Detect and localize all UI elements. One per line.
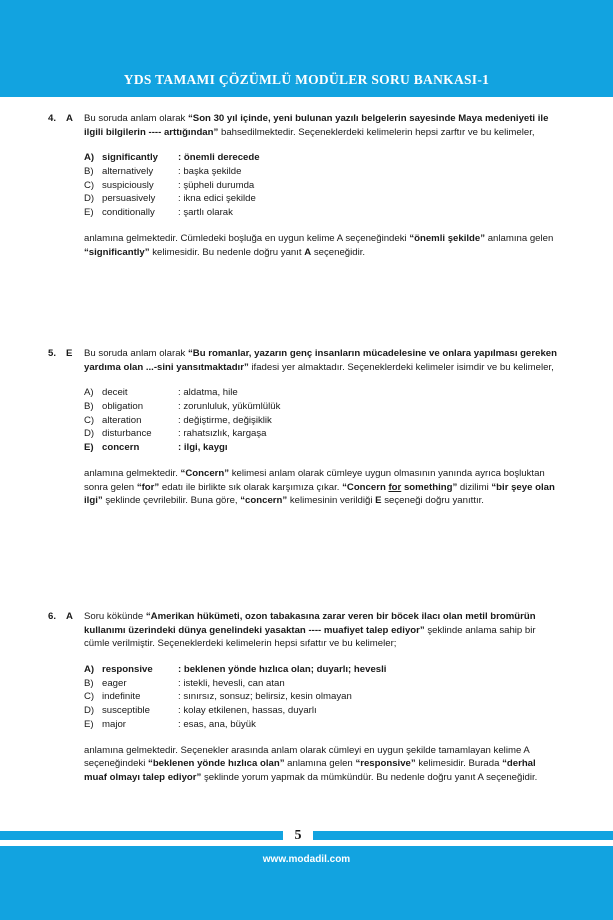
question-6 [48, 610, 558, 785]
option-letter: C) [84, 414, 95, 426]
option-row [84, 192, 558, 206]
option-word: eager [102, 677, 127, 689]
question-explanation [84, 744, 558, 785]
option-row [84, 414, 558, 428]
text-run: Bu soruda anlam olarak [84, 113, 188, 124]
option-row [84, 386, 558, 400]
text-run: “Concern [342, 481, 389, 493]
question-intro [84, 112, 558, 139]
option-word: susceptible [102, 705, 150, 717]
option-word: persuasively [102, 193, 156, 205]
text-run: “Amerikan hükümeti, ozon tabakasına zarar veren bir böcek ilacı olan metil bromürün kullanımı üzerindeki dünya genelindeki yasaktan ---- muafiyet talep ediyor” [84, 611, 536, 636]
option-word: conditionally [102, 207, 155, 219]
option-letter: C) [84, 691, 95, 703]
text-run: “beklenen yönde hızlıca olan” [148, 758, 285, 770]
option-row [84, 677, 558, 691]
option-row [84, 704, 558, 718]
option-meaning: : şartlı olarak [178, 207, 233, 219]
page-footer [0, 846, 613, 920]
question-answer: E [66, 348, 73, 359]
text-run: Soru kökünde [84, 611, 146, 622]
option-letter: B) [84, 677, 94, 689]
option-meaning: : esas, ana, büyük [178, 718, 256, 730]
question-answer: A [66, 113, 73, 124]
option-letter: D) [84, 193, 95, 205]
option-row [84, 206, 558, 220]
option-meaning: : beklenen yönde hızlıca olan; duyarlı; hevesli [178, 664, 387, 676]
option-meaning: : ikna edici şekilde [178, 193, 256, 205]
option-row [84, 151, 558, 165]
text-run: “significantly” [84, 246, 150, 258]
option-row [84, 165, 558, 179]
question-5 [48, 347, 558, 508]
footer-url: www.modadil.com [262, 854, 351, 865]
option-word: suspiciously [102, 179, 154, 191]
option-meaning: : sınırsız, sonsuz; belirsiz, kesin olmayan [178, 691, 352, 703]
text-run: A [304, 246, 312, 258]
text-run: anlamına gelmektedir. [84, 467, 181, 479]
header-title: YDS TAMAMI ÇÖZÜMLÜ MODÜLER SORU BANKASI-1 [123, 72, 490, 87]
option-word: alternatively [102, 166, 154, 178]
page-number: 5 [283, 826, 313, 846]
text-run: edatı ile birlikte sık olarak karşımıza çıkar. [159, 481, 343, 493]
option-letter: B) [84, 401, 94, 413]
option-meaning: : aldatma, hile [178, 387, 238, 399]
text-run: şeklinde anlama sahip bir cümle verilmiştir. Seçeneklerdeki kelimelerin hepsi sıfattır ve bu kelimeler; [84, 624, 536, 650]
option-meaning: : önemli derecede [178, 152, 260, 164]
text-run: “for” [136, 481, 160, 493]
text-run: “Son 30 yıl içinde, yeni bulunan yazılı belgelerin sayesinde Maya medeniyeti ile ilgili bilgilerin ---- arttığından” [84, 113, 549, 138]
options-list [84, 151, 558, 219]
question-number: 5. [48, 348, 57, 359]
text-run: anlamına gelmektedir. Seçenekler arasında anlam olarak cümleyi en uygun şekilde tamamlayan kelime A seçeneğindeki [84, 744, 530, 770]
option-row [84, 690, 558, 704]
text-run: “bir şeye olan ilgi” [84, 481, 555, 507]
option-letter: E) [84, 207, 94, 219]
option-row [84, 663, 558, 677]
option-meaning: : başka şekilde [178, 166, 242, 178]
option-word: disturbance [102, 428, 152, 440]
text-run: “Bu romanlar, yazarın genç insanların mücadelesine ve onlara yapılması gereken yardıma olan ...-sini yansıtmaktadır” [84, 348, 557, 373]
option-meaning: : zorunluluk, yükümlülük [178, 401, 281, 413]
option-letter: C) [84, 179, 95, 191]
option-word: concern [102, 442, 140, 454]
option-word: significantly [102, 152, 158, 164]
text-run: “önemli şekilde” [409, 232, 486, 244]
text-run: “responsive” [355, 758, 416, 770]
option-word: deceit [102, 387, 128, 399]
option-row [84, 427, 558, 441]
option-word: indefinite [102, 691, 141, 703]
text-run: anlamına gelen [284, 758, 356, 770]
text-run: bahsedilmektedir. Seçeneklerdeki kelimelerin hepsi zarftır ve bu kelimeler, [218, 126, 535, 138]
text-run: something” [401, 481, 458, 493]
option-letter: D) [84, 428, 95, 440]
option-meaning: : ilgi, kaygı [178, 442, 228, 454]
options-list [84, 386, 558, 454]
question-explanation [84, 232, 558, 259]
question-intro [84, 610, 558, 651]
text-run: E [375, 495, 382, 507]
question-intro [84, 347, 558, 374]
question-number: 6. [48, 611, 57, 622]
text-run: şeklinde yorum yapmak da mümkündür. Bu nedenle doğru yanıt A seçeneğidir. [201, 771, 538, 783]
text-run: anlamına gelen [485, 232, 554, 244]
option-letter: E) [84, 718, 94, 730]
text-run: kelimesidir. Burada [415, 758, 503, 770]
text-run: kelimesinin verildiği [287, 495, 376, 507]
text-run: anlamına gelmektedir. Cümledeki boşluğa en uygun kelime A seçeneğindeki [84, 232, 410, 244]
text-run: “derhal muaf olmayı talep ediyor” [84, 758, 536, 783]
question-answer: A [66, 611, 73, 622]
option-letter: A) [84, 664, 95, 676]
option-word: obligation [102, 401, 144, 413]
option-letter: E) [84, 442, 94, 454]
text-run: kelimesi anlam olarak cümleye uygun olmasının yanında ayrıca boşluktan sonra gelen [84, 467, 545, 493]
text-run: “Concern” [180, 467, 230, 479]
option-row [84, 441, 558, 455]
question-4 [48, 112, 558, 259]
text-run: seçeneği doğru yanıttır. [381, 495, 484, 507]
option-letter: B) [84, 166, 94, 178]
options-list [84, 663, 558, 731]
text-run: “concern” [240, 495, 288, 507]
option-meaning: : şüpheli durumda [178, 179, 255, 191]
question-number: 4. [48, 113, 57, 124]
text-run: ifadesi yer almaktadır. Seçeneklerdeki kelimeler isimdir ve bu kelimeler, [248, 361, 554, 373]
text-run: dizilimi [457, 481, 492, 493]
option-letter: A) [84, 387, 94, 399]
text-run: Bu soruda anlam olarak [84, 348, 188, 359]
text-run: for [388, 481, 402, 493]
option-meaning: : istekli, hevesli, can atan [178, 677, 285, 689]
option-word: responsive [102, 664, 153, 676]
option-meaning: : değiştirme, değişiklik [178, 414, 272, 426]
option-row [84, 179, 558, 193]
page-header [0, 0, 613, 97]
option-row [84, 400, 558, 414]
option-meaning: : rahatsızlık, kargaşa [178, 428, 267, 440]
option-meaning: : kolay etkilenen, hassas, duyarlı [178, 705, 317, 717]
option-letter: A) [84, 152, 95, 164]
option-row [84, 718, 558, 732]
question-explanation [84, 467, 558, 508]
option-word: major [102, 718, 126, 730]
text-run: şeklinde çevrilebilir. Buna göre, [102, 495, 241, 507]
text-run: seçeneğidir. [311, 246, 366, 258]
text-run: kelimesidir. Bu nedenle doğru yanıt [149, 246, 305, 258]
option-word: alteration [102, 414, 142, 426]
option-letter: D) [84, 705, 95, 717]
